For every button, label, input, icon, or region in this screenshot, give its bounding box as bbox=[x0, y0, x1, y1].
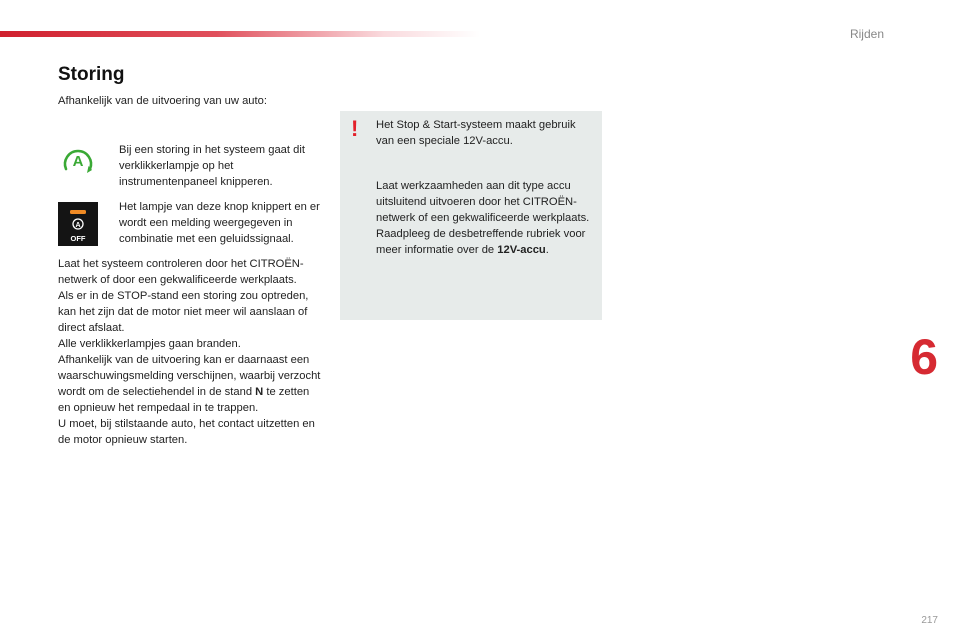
chapter-number: 6 bbox=[910, 329, 938, 385]
note-text-1: Het Stop & Start-systeem maakt gebruik van een speciale 12V-accu. bbox=[376, 119, 576, 147]
section-name: Rijden bbox=[849, 27, 884, 41]
stop-start-off-button-icon bbox=[58, 202, 98, 246]
note-text-2: Laat werkzaamheden aan dit type accu uitsluitend uitvoeren door het CITROËN-netwerk of een gekwalificeerde werkplaats. Raadpleeg de desbetreffende rubriek voor meer informatie over de 12V-accu. bbox=[376, 180, 590, 256]
exclamation-icon: ! bbox=[351, 116, 359, 141]
off-button-description: Het lampje van deze knop knippert en er wordt een melding weergegeven in combinatie met een geluidssignaal. bbox=[119, 201, 320, 245]
stop-start-warning-lamp-icon bbox=[58, 140, 98, 180]
body-paragraph: Laat het systeem controleren door het CITROËN-netwerk of door een gekwalificeerde werkplaats. Als er in de STOP-stand een storing zou optreden, kan het zijn dat de motor niet meer wil aanslaan of direct afslaat. Alle verklikkerlampjes gaan branden. Afhankelijk van de uitvoering kan er daarnaast een waarschuwingsmelding verschijnen, waarbij verzocht wordt om de selectiehendel in de stand N te zetten en opnieuw het rempedaal in te trappen. U moet, bij stilstaande auto, het contact uitzetten en de motor opnieuw starten. bbox=[58, 258, 321, 446]
warning-lamp-description: Bij een storing in het systeem gaat dit verklikkerlampje op het instrumentenpaneel knipperen. bbox=[119, 144, 305, 188]
battery-reference: 12V-accu bbox=[497, 244, 546, 256]
svg-text:A: A bbox=[72, 153, 84, 170]
svg-text:A: A bbox=[75, 222, 81, 229]
header-accent-bar bbox=[0, 31, 480, 37]
page-title: Storing bbox=[58, 64, 125, 85]
off-label: OFF bbox=[70, 234, 86, 243]
page-number: 217 bbox=[921, 615, 938, 626]
gear-position: N bbox=[255, 386, 264, 398]
intro-text: Afhankelijk van de uitvoering van uw auto: bbox=[58, 95, 267, 107]
